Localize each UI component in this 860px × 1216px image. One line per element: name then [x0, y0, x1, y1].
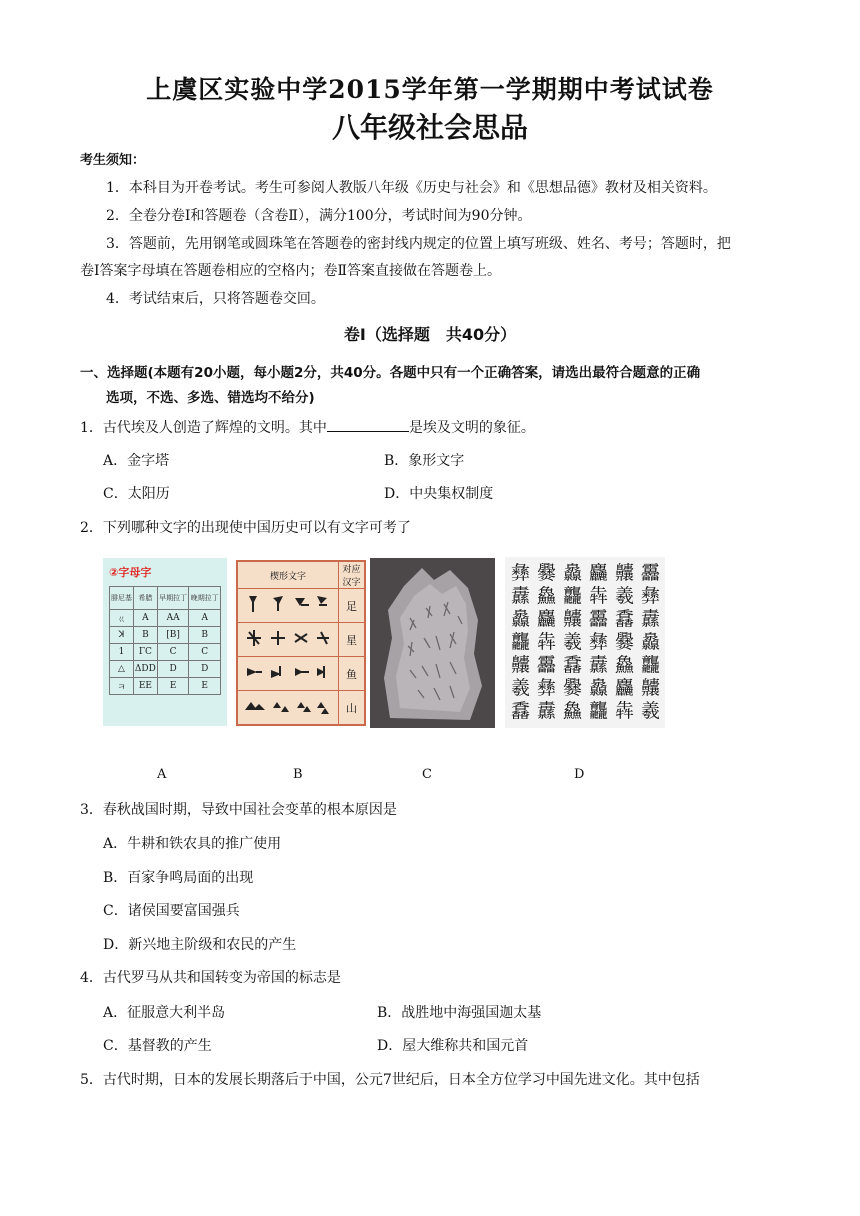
- seal-glyph: 彝: [511, 562, 531, 584]
- seal-glyph: 羲: [563, 631, 583, 653]
- seal-glyph: 鱻: [563, 700, 583, 722]
- seal-glyph: 鱻: [615, 654, 635, 676]
- table-cell: E: [189, 678, 221, 695]
- question-2-stem: 2．下列哪种文字的出现使中国历史可以有文字可考了: [80, 520, 411, 536]
- seal-glyph: 馫: [563, 654, 583, 676]
- table-cell: C: [189, 644, 221, 661]
- question-3-option-c: C．诸侯国要富国强兵: [103, 903, 240, 919]
- cuneiform-glyphs: [238, 691, 339, 725]
- seal-glyph: 羲: [511, 677, 531, 699]
- cuneiform-icon: [243, 694, 333, 718]
- seal-glyph: 麤: [537, 608, 557, 630]
- table-header: 希腊: [133, 587, 157, 610]
- seal-glyph: 齉: [563, 608, 583, 630]
- seal-glyph: 齉: [615, 562, 635, 584]
- notice-item-2: 2．全卷分卷Ⅰ和答题卷（含卷Ⅱ），满分100分，考试时间为90分钟。: [106, 208, 532, 224]
- section-instruction: 一、选择题(本题有20小题，每小题2分，共40分。各题中只有一个正确答案，请选出最符合题意的正确: [80, 365, 701, 381]
- seal-glyph: 灥: [511, 608, 531, 630]
- table-cell: △: [110, 661, 134, 678]
- question-1-option-d: D．中央集权制度: [384, 486, 494, 502]
- table-cell: ㄍ: [110, 610, 134, 627]
- image-caption-d: D: [574, 767, 585, 782]
- image-caption-b: B: [293, 767, 303, 782]
- seal-glyph: 彝: [641, 585, 661, 607]
- cuneiform-glyphs: [238, 657, 339, 691]
- table-cell: [B]: [157, 627, 189, 644]
- seal-glyph: 灥: [563, 562, 583, 584]
- seal-glyph: 纛: [511, 585, 531, 607]
- table-cell: 鱼: [339, 657, 365, 691]
- alphabet-table-image: [103, 558, 227, 726]
- seal-glyph: 犇: [537, 631, 557, 653]
- seal-glyph: 麤: [615, 677, 635, 699]
- seal-glyph: 馫: [615, 608, 635, 630]
- question-1-stem-before: 1．古代埃及人创造了辉煌的文明。其中: [80, 420, 327, 436]
- seal-glyph: 彝: [589, 631, 609, 653]
- cuneiform-glyphs: [238, 589, 339, 623]
- seal-glyph: 靐: [641, 562, 661, 584]
- answer-blank: [327, 417, 409, 432]
- table-cell: A: [189, 610, 221, 627]
- table-cell: AA: [157, 610, 189, 627]
- question-3-stem: 3．春秋战国时期，导致中国社会变革的根本原因是: [80, 802, 397, 818]
- oracle-bone-image: [370, 558, 495, 728]
- table-cell: ΓC: [133, 644, 157, 661]
- table-header: 楔形文字: [238, 562, 339, 589]
- seal-glyph: 灥: [641, 631, 661, 653]
- table-cell: 星: [339, 623, 365, 657]
- seal-glyph: 爨: [615, 631, 635, 653]
- seal-glyph: 馫: [511, 700, 531, 722]
- table-cell: 山: [339, 691, 365, 725]
- alphabet-table-heading: ②字母字: [109, 566, 152, 579]
- question-3-option-a: A．牛耕和铁农具的推广使用: [103, 836, 282, 852]
- seal-script-icon: [505, 557, 665, 728]
- seal-glyph: 彝: [537, 677, 557, 699]
- notice-item-3: 3．答题前，先用钢笔或圆珠笔在答题卷的密封线内规定的位置上填写班级、姓名、考号；答题时，把: [106, 236, 731, 252]
- cuneiform-icon: [243, 626, 333, 650]
- notice-item-4: 4．考试结束后，只将答题卷交回。: [106, 291, 325, 307]
- seal-glyph: 犇: [615, 700, 635, 722]
- cuneiform-table-image: [236, 560, 366, 726]
- notice-item-1: 1．本科目为开卷考试。考生可参阅人教版八年级《历史与社会》和《思想品德》教材及相关资料。: [106, 180, 717, 196]
- section-title: 卷Ⅰ（选择题 共40分）: [343, 325, 517, 344]
- cuneiform-icon: [243, 660, 333, 684]
- table-header: 对应汉字: [339, 562, 365, 589]
- seal-glyph: 龘: [641, 654, 661, 676]
- image-caption-c: C: [422, 767, 432, 782]
- table-cell: ㅋ: [110, 678, 134, 695]
- seal-glyph: 纛: [589, 654, 609, 676]
- seal-glyph: 鱻: [537, 585, 557, 607]
- table-cell: C: [157, 644, 189, 661]
- table-header: 早期拉丁: [157, 587, 189, 610]
- question-4-option-d: D．屋大维称共和国元首: [377, 1038, 529, 1054]
- exam-subtitle: 八年级社会思品: [331, 111, 528, 144]
- question-4-stem: 4．古代罗马从共和国转变为帝国的标志是: [80, 970, 341, 986]
- table-cell: ΔDD: [133, 661, 157, 678]
- seal-glyph: 龘: [563, 585, 583, 607]
- table-cell: A: [133, 610, 157, 627]
- seal-glyph: 爨: [537, 562, 557, 584]
- section-instruction-cont: 选项，不选、多选、错选均不给分): [106, 390, 315, 406]
- seal-glyph: 纛: [537, 700, 557, 722]
- table-cell: B: [189, 627, 221, 644]
- question-1-option-a: A．金字塔: [103, 453, 170, 469]
- seal-glyph: 齉: [511, 654, 531, 676]
- notice-heading: 考生须知：: [80, 153, 146, 168]
- question-1-stem-after: 是埃及文明的象征。: [408, 420, 535, 436]
- seal-glyph: 犇: [589, 585, 609, 607]
- question-1-stem: [80, 417, 535, 438]
- exam-title: 上虞区实验中学2015学年第一学期期中考试试卷: [146, 75, 714, 104]
- seal-glyph: 羲: [641, 700, 661, 722]
- table-header: 晚期拉丁: [189, 587, 221, 610]
- notice-item-3-cont: 卷Ⅰ答案字母填在答题卷相应的空格内；卷Ⅱ答案直接做在答题卷上。: [80, 263, 502, 279]
- question-4-option-a: A．征服意大利半岛: [103, 1005, 226, 1021]
- image-caption-a: A: [157, 767, 167, 782]
- oracle-bone-icon: [370, 558, 495, 728]
- question-4-option-b: B．战胜地中海强国迦太基: [377, 1005, 542, 1021]
- seal-script-image: [505, 557, 665, 728]
- seal-glyph: 靐: [589, 608, 609, 630]
- seal-glyph: 靐: [537, 654, 557, 676]
- seal-glyph: 麤: [589, 562, 609, 584]
- question-3-option-b: B．百家争鸣局面的出现: [103, 870, 254, 886]
- table-cell: D: [189, 661, 221, 678]
- seal-glyph: 羲: [615, 585, 635, 607]
- table-header: 腓尼基: [110, 587, 134, 610]
- question-1-option-b: B．象形文字: [384, 453, 465, 469]
- table-cell: ꓘ: [110, 627, 134, 644]
- seal-glyph: 龘: [511, 631, 531, 653]
- table-cell: EE: [133, 678, 157, 695]
- question-5-stem: 5．古代时期，日本的发展长期落后于中国，公元7世纪后，日本全方位学习中国先进文化。其中包括: [80, 1072, 700, 1088]
- seal-glyph: 齉: [641, 677, 661, 699]
- cuneiform-table: [237, 561, 365, 725]
- cuneiform-icon: [243, 592, 333, 616]
- table-cell: 足: [339, 589, 365, 623]
- alphabet-table: [109, 586, 221, 695]
- question-3-option-d: D．新兴地主阶级和农民的产生: [103, 937, 297, 953]
- cuneiform-glyphs: [238, 623, 339, 657]
- question-1-option-c: C．太阳历: [103, 486, 170, 502]
- table-cell: B: [133, 627, 157, 644]
- seal-glyph: 纛: [641, 608, 661, 630]
- seal-glyph: 爨: [563, 677, 583, 699]
- table-cell: D: [157, 661, 189, 678]
- question-4-option-c: C．基督教的产生: [103, 1038, 212, 1054]
- table-cell: 1: [110, 644, 134, 661]
- seal-glyph: 龘: [589, 700, 609, 722]
- table-cell: E: [157, 678, 189, 695]
- seal-glyph: 灥: [589, 677, 609, 699]
